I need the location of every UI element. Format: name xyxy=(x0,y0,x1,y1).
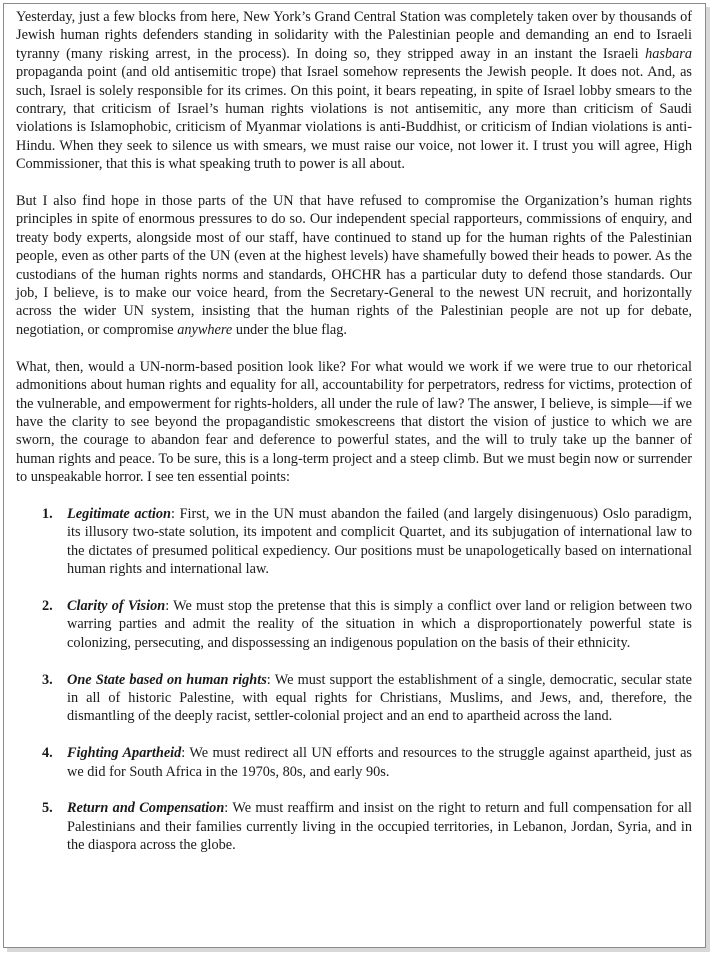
point-text: : We must reaffirm and insist on the right to return and full compensation for all Palestinians and their families currently living in the occupied territories, in Lebanon, Jordan, Syria, and in the diaspora across the globe. xyxy=(67,800,692,854)
point-heading: Legitimate action xyxy=(67,505,171,522)
paragraph-3: What, then, would a UN-norm-based position look like? For what would we work if we were true to our rhetorical admonitions about human rights and equality for all, accountability for perpetrators, redress for victims, protection of the vulnerable, and empowerment for rights-holders, all under the rule of law? The answer, I believe, is simple—if we have the clarity to see beyond the propagandistic smokescreens that distort the vision of justice to which we are sworn, the courage to abandon fear and deference to powerful states, and the will to truly take up the banner of human rights and peace. To be sure, this is a long-term project and a steep climb. But we must begin now or surrender to unspeakable horror. I see ten essential points: xyxy=(16,358,692,486)
point-heading: Fighting Apartheid xyxy=(67,745,182,762)
point-text: : We must stop the pretense that this is simply a conflict over land or religion between two warring parties and admit the reality of the situation in which a disproportionately powerful state is colonizing, persecuting, and dispossessing an indigenous population on the basis of their ethnicity. xyxy=(67,597,692,651)
point-number: 2. xyxy=(42,597,53,614)
point-text: : First, we in the UN must abandon the failed (and largely disingenuous) Oslo paradigm, its illusory two-state solution, its impotent and complicit Quartet, and its subjugation of international law to the dictates of presumed political expediency. Our positions must be unapologetically based on international human rights and international law. xyxy=(67,505,693,578)
essential-points-list xyxy=(16,505,692,855)
document-body xyxy=(16,8,692,873)
point-number: 5. xyxy=(42,800,53,817)
point-heading: Return and Compensation xyxy=(67,800,225,817)
list-item xyxy=(16,671,692,726)
paragraph-1: Yesterday, just a few blocks from here, New York’s Grand Central Station was completely taken over by thousands of Jewish human rights defenders standing in solidarity with the Palestinian people and demanding an end to Israeli tyranny (many risking arrest, in the process). In doing so, they stripped away in an instant the Israeli hasbara propaganda point (and old antisemitic trope) that Israel somehow represents the Jewish people. It does not. And, as such, Israel is solely responsible for its crimes. On this point, it bears repeating, in spite of Israel lobby smears to the contrary, that criticism of Israel’s human rights violations is not antisemitic, any more than criticism of Saudi violations is Islamophobic, criticism of Myanmar violations is anti-Buddhist, or criticism of Indian violations is anti-Hindu. When they seek to silence us with smears, we must raise our voice, not lower it. I trust you will agree, High Commissioner, that this is what speaking truth to power is all about. xyxy=(16,9,692,173)
document-page xyxy=(3,3,706,948)
list-item xyxy=(16,505,692,579)
point-heading: Clarity of Vision xyxy=(67,597,166,614)
point-number: 4. xyxy=(42,745,53,762)
list-item xyxy=(16,744,692,781)
point-number: 3. xyxy=(42,671,53,688)
list-item xyxy=(16,799,692,854)
point-text: : We must support the establishment of a single, democratic, secular state in all of historic Palestine, with equal rights for Christians, Muslims, and Jews, and, therefore, the dismantling of the deeply racist, settler-colonial project and an end to apartheid across the land. xyxy=(67,671,692,725)
list-item xyxy=(16,597,692,652)
paragraph-2: But I also find hope in those parts of the UN that have refused to compromise the Organization’s human rights principles in spite of enormous pressures to do so. Our independent special rapporteurs, commissions of enquiry, and treaty body experts, alongside most of our staff, have continued to stand up for the human rights of the Palestinian people, even as other parts of the UN (even at the highest levels) have shamefully bowed their heads to power. As the custodians of the human rights norms and standards, OHCHR has a particular duty to defend those standards. Our job, I believe, is to make our voice heard, from the Secretary-General to the newest UN recruit, and horizontally across the wider UN system, insisting that the human rights of the Palestinian people are not up for debate, negotiation, or compromise anywhere under the blue flag. xyxy=(16,193,692,338)
point-heading: One State based on human rights xyxy=(67,671,267,688)
point-number: 1. xyxy=(42,505,53,522)
point-text: : We must redirect all UN efforts and resources to the struggle against apartheid, just as we did for South Africa in the 1970s, 80s, and early 90s. xyxy=(67,745,692,780)
